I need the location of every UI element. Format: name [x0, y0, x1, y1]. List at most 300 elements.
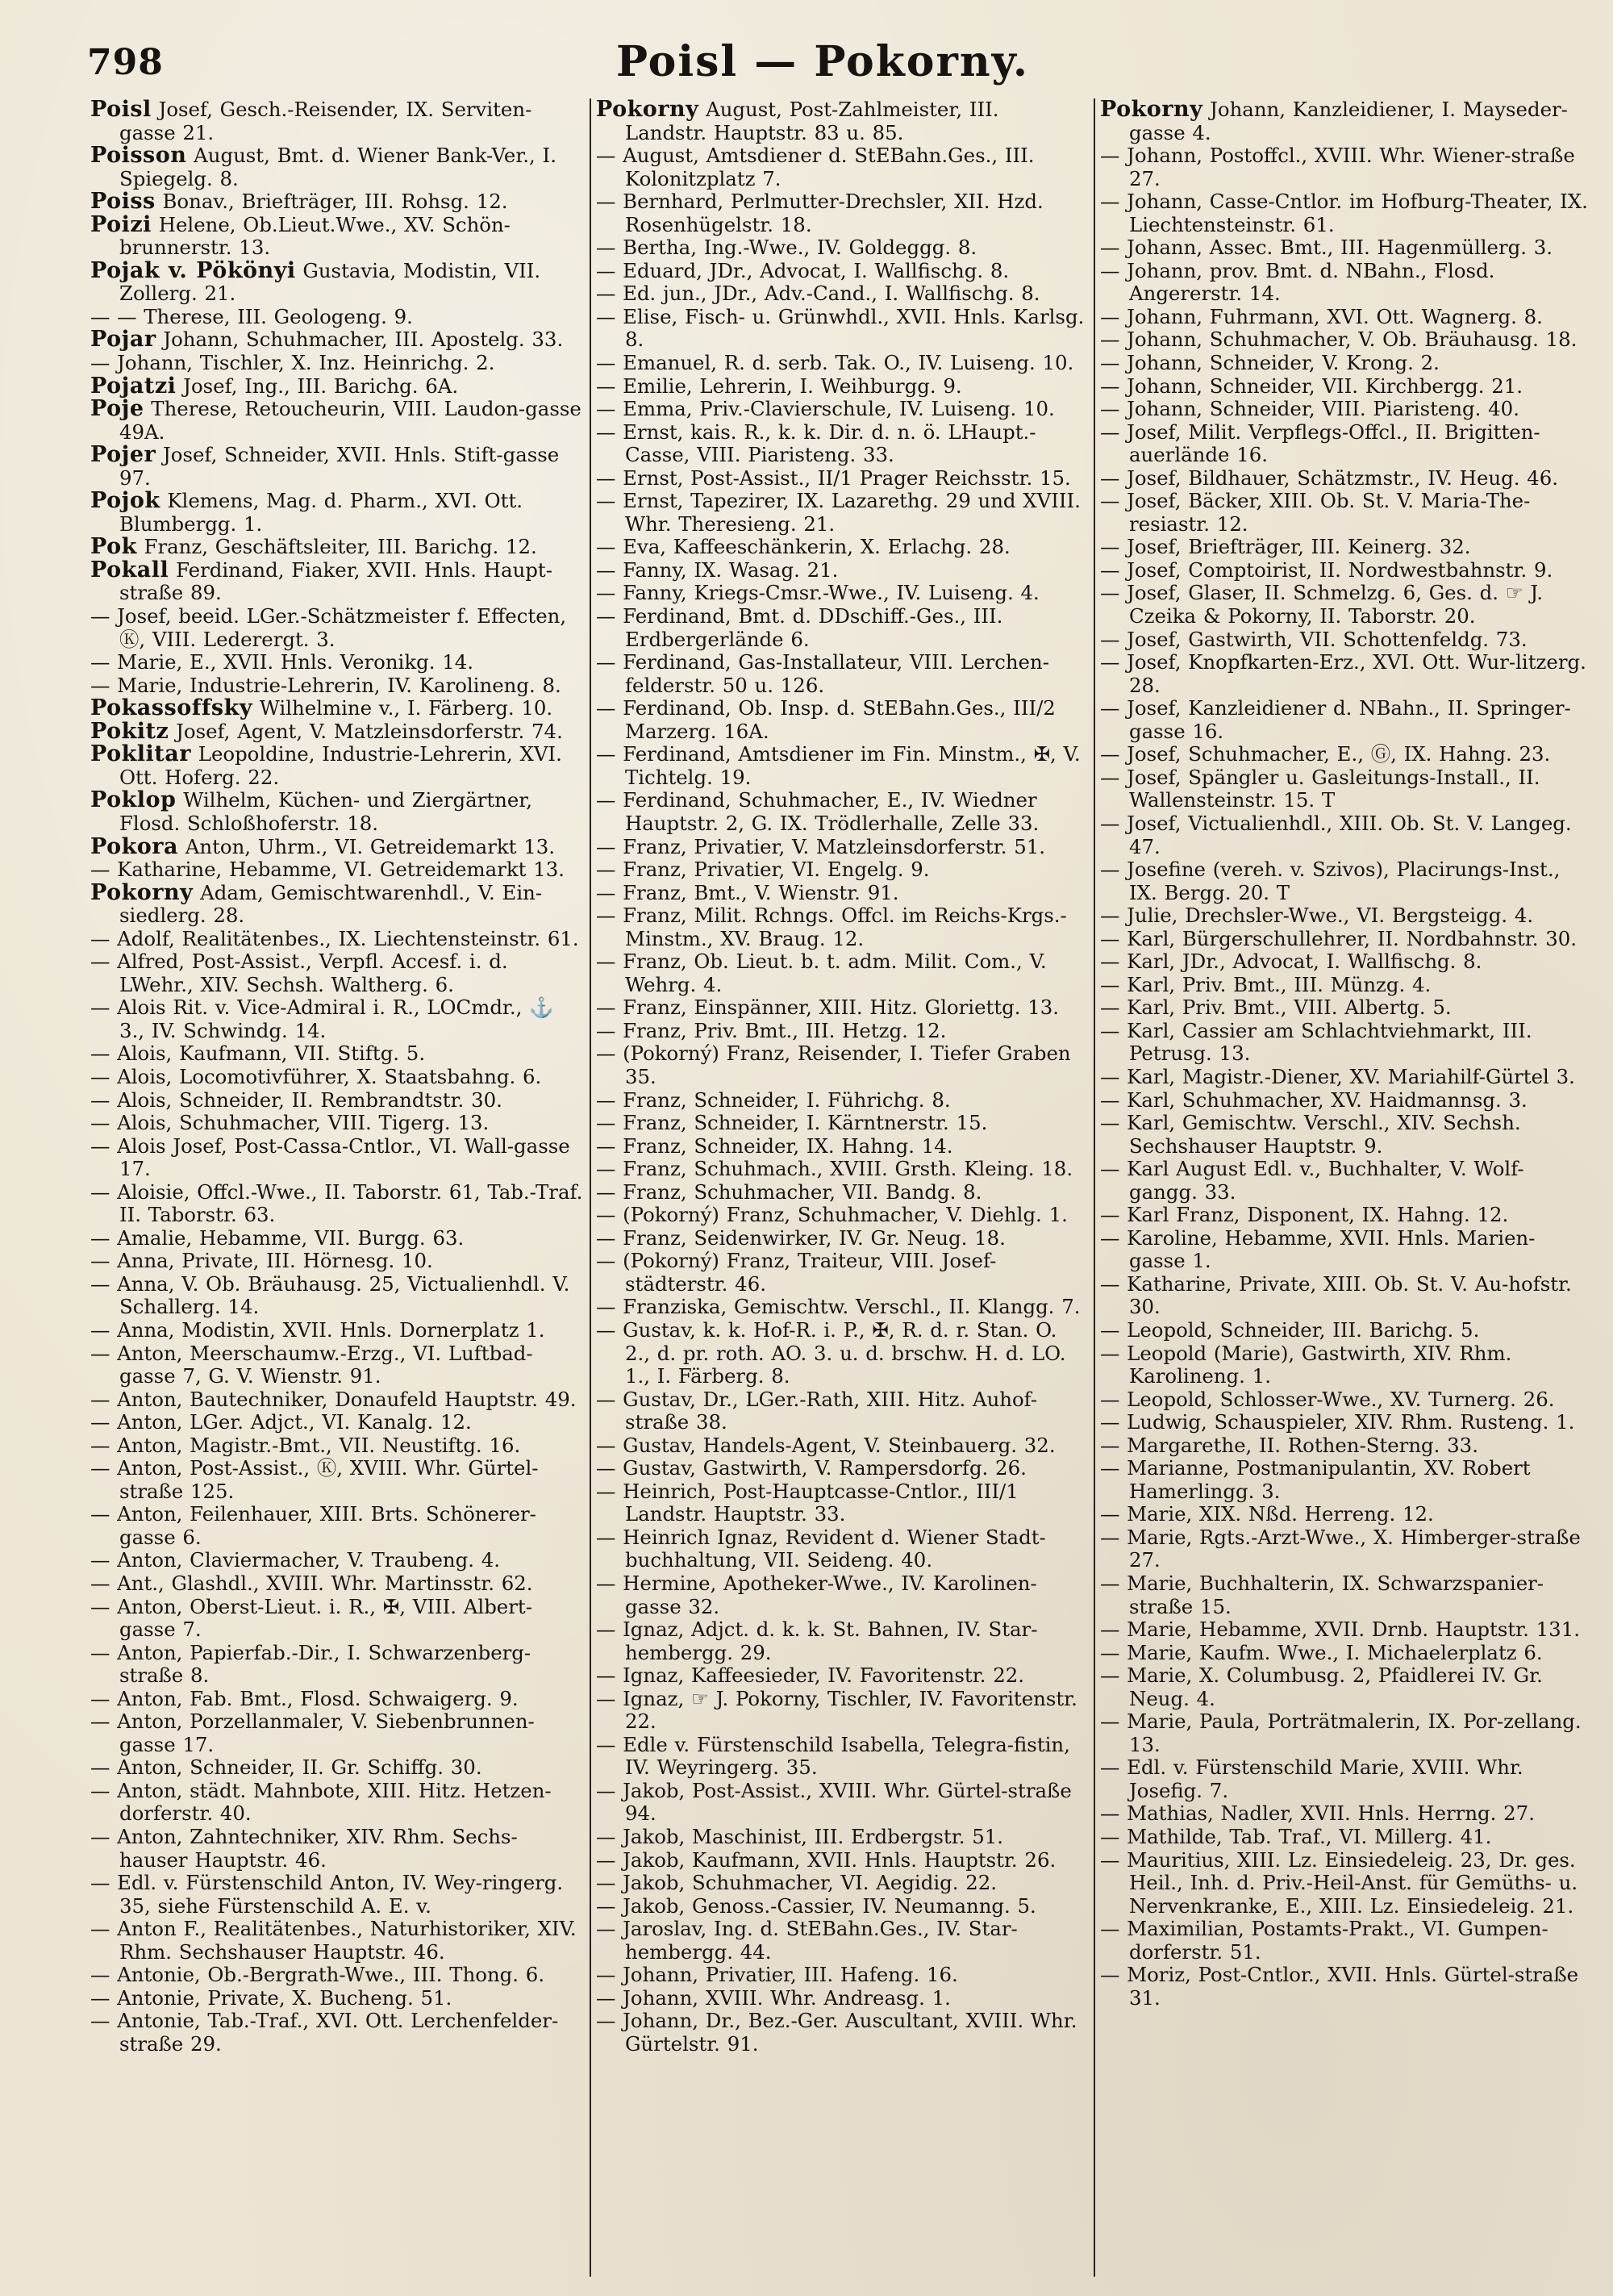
directory-entry: [596, 1964, 1087, 1987]
directory-entry: [1100, 582, 1591, 628]
directory-entry: [596, 421, 1087, 467]
entry-text: — Josef, Bildhauer, Schätzmstr., IV. Heug. 46.: [1100, 465, 1559, 490]
entry-text: — Mathias, Nadler, XVII. Hnls. Herrng. 27.: [1100, 1801, 1535, 1826]
directory-entry: [90, 1181, 583, 1227]
entry-text: — Jaroslav, Ing. d. StEBahn.Ges., IV. Star-hembergg. 44.: [596, 1917, 1018, 1964]
directory-entry: [90, 1434, 583, 1458]
directory-entry: [596, 1388, 1087, 1434]
entry-text: — Ernst, Post-Assist., II/1 Prager Reichsstr. 15.: [596, 465, 1071, 490]
directory-entry: [90, 1780, 583, 1826]
directory-entry: [90, 2010, 583, 2056]
directory-entry: [1100, 651, 1591, 697]
entry-text: — Karl, Bürgerschullehrer, II. Nordbahnstr. 30.: [1100, 926, 1578, 950]
entry-text: — Ed. jun., JDr., Adv.-Cand., I. Wallfischg. 8.: [596, 282, 1040, 306]
entry-text: — Marie, XIX. Nßd. Herreng. 12.: [1100, 1502, 1434, 1526]
directory-entry: [596, 1826, 1087, 1849]
entry-text: — Marie, Hebamme, XVII. Drnb. Hauptstr. 131.: [1100, 1618, 1580, 1642]
directory-entry: [90, 1388, 583, 1412]
entry-text: — Franz, Schneider, I. Führichg. 8.: [596, 1087, 951, 1112]
directory-entry: [1100, 766, 1591, 812]
entry-text: — Anton F., Realitätenbes., Naturhistoriker, XIV. Rhm. Sechshauser Hauptstr. 46.: [90, 1917, 577, 1964]
directory-entry: [1100, 1964, 1591, 2010]
entry-headword: Pojer: [90, 442, 156, 468]
entry-text: — Josef, beeid. LGer.-Schätzmeister f. Effecten, Ⓚ, VIII. Lederergt. 3.: [90, 604, 567, 651]
entry-text: — Ludwig, Schauspieler, XIV. Rhm. Rusteng. 1.: [1100, 1410, 1575, 1434]
entry-text: — Josef, Spängler u. Gasleitungs-Install., II. Wallensteinstr. 15. T: [1100, 765, 1540, 812]
directory-entry: [1100, 1020, 1591, 1066]
directory-entry: [596, 950, 1087, 996]
entry-text: — Bernhard, Perlmutter-Drechsler, XII. Hzd. Rosenhügelstr. 18.: [596, 190, 1044, 236]
directory-entry: [90, 144, 583, 190]
directory-entry: [90, 950, 583, 996]
directory-entry: [1100, 1434, 1591, 1458]
entry-text: — Marie, Rgts.-Arzt-Wwe., X. Himberger-straße 27.: [1100, 1525, 1581, 1572]
entry-text: — Ernst, Tapezirer, IX. Lazarethg. 29 und XVIII. Whr. Theresieng. 21.: [596, 489, 1081, 536]
entry-headword: Pojak v. Pökönyi: [90, 257, 296, 283]
entry-text: — Johann, Casse-Cntlor. im Hofburg-Theater, IX. Liechtensteinstr. 61.: [1100, 190, 1588, 236]
entry-text: — Karl, JDr., Advocat, I. Wallfischg. 8.: [1100, 950, 1482, 974]
directory-entry: [90, 789, 583, 835]
directory-entry: [596, 1020, 1087, 1043]
entry-text: — Josefine (vereh. v. Szivos), Placirungs-Inst., IX. Bergg. 20. T: [1100, 858, 1561, 904]
directory-entry: [596, 1158, 1087, 1181]
entry-headword: Pokitz: [90, 718, 169, 744]
entry-text: — Gustav, Handels-Agent, V. Steinbauerg. 32.: [596, 1433, 1056, 1457]
entry-headword: Pojatzi: [90, 373, 177, 399]
entry-text: — Marie, X. Columbusg. 2, Pfaidlerei IV. Gr. Neug. 4.: [1100, 1664, 1543, 1710]
entry-text: — Johann, Schneider, V. Krong. 2.: [1100, 351, 1440, 375]
directory-entry: [1100, 1089, 1591, 1113]
entry-text: — Gustav, k. k. Hof-R. i. P., ✠, R. d. r. Stan. O. 2., d. pr. roth. AO. 3. u. d. brschw. H. d. LO. 1., I. Färberg. 8.: [596, 1317, 1066, 1388]
entry-text: — Josef, Glaser, II. Schmelzg. 6, Ges. d. ☞ J. Czeika & Pokorny, II. Taborstr. 20.: [1100, 581, 1544, 628]
directory-entry: [596, 2010, 1087, 2056]
entry-headword: Poiss: [90, 189, 156, 215]
entry-text: Klemens, Mag. d. Pharm., XVI. Ott. Blumbergg. 1.: [119, 489, 523, 536]
directory-entry: [1100, 1457, 1591, 1503]
entry-text: — Anton, Porzellanmaler, V. Siebenbrunnen-gasse 17.: [90, 1709, 535, 1756]
directory-entry: [90, 1503, 583, 1549]
directory-entry: [596, 697, 1087, 743]
directory-entry: [596, 1227, 1087, 1250]
entry-text: — Anton, städt. Mahnbote, XIII. Hitz. Hetzen-dorferstr. 40.: [90, 1778, 552, 1826]
page-number: 798: [87, 42, 164, 83]
directory-entry: [1100, 1802, 1591, 1826]
directory-entry: [1100, 398, 1591, 421]
entry-headword: Pokorny: [1100, 98, 1203, 122]
running-title: Poisl — Pokorny.: [615, 37, 1030, 86]
directory-entry: [90, 858, 583, 882]
entry-text: — Marianne, Postmanipulantin, XV. Robert Hamerlingg. 3.: [1100, 1456, 1531, 1503]
directory-entry: [1100, 1112, 1591, 1158]
entry-text: — Eva, Kaffeeschänkerin, X. Erlachg. 28.: [596, 535, 1011, 559]
entry-text: — Fanny, Kriegs-Cmsr.-Wwe., IV. Luiseng. 4.: [596, 581, 1040, 605]
directory-entry: [90, 375, 583, 399]
directory-entry: [596, 1688, 1087, 1734]
directory-entry: [90, 996, 583, 1042]
directory-entry: [90, 1964, 583, 1987]
entry-text: Josef, Agent, V. Matzleinsdorferstr. 74.: [169, 719, 563, 743]
entry-text: — Marie, E., XVII. Hnls. Veronikg. 14.: [90, 650, 474, 674]
directory-entry: [1100, 950, 1591, 974]
directory-entry: [596, 1250, 1087, 1296]
column-left: [85, 98, 590, 2277]
entry-text: — Alois, Schneider, II. Rembrandtstr. 30.: [90, 1087, 502, 1112]
directory-entry: [596, 605, 1087, 651]
entry-text: Helene, Ob.Lieut.Wwe., XV. Schön-brunnerstr. 13.: [119, 212, 511, 260]
directory-entry: [1100, 1273, 1591, 1319]
directory-entry: [90, 306, 583, 329]
entry-text: — Margarethe, II. Rothen-Sterng. 33.: [1100, 1433, 1478, 1457]
directory-entry: [596, 98, 1087, 144]
directory-entry: [90, 490, 583, 536]
directory-entry: [90, 1089, 583, 1113]
entry-text: — Johann, Schuhmacher, V. Ob. Bräuhausg. 18.: [1100, 328, 1578, 352]
entry-text: — Anton, Oberst-Lieut. i. R., ✠, VIII. Albert-gasse 7.: [90, 1594, 532, 1642]
directory-entry: [1100, 1342, 1591, 1388]
directory-entry: [90, 257, 583, 306]
entry-text: — Marie, Buchhalterin, IX. Schwarzspanier-straße 15.: [1100, 1572, 1544, 1618]
directory-entry: [1100, 1319, 1591, 1342]
directory-entry: [596, 490, 1087, 536]
directory-entry: [1100, 1918, 1591, 1964]
entry-text: — Ignaz, Adjct. d. k. k. St. Bahnen, IV. Star-hembergg. 29.: [596, 1618, 1038, 1664]
entry-text: — (Pokorný) Franz, Schuhmacher, V. Diehlg. 1.: [596, 1203, 1068, 1227]
directory-entry: [1100, 996, 1591, 1020]
entry-text: — Mathilde, Tab. Traf., VI. Millerg. 41.: [1100, 1825, 1492, 1849]
entry-text: — Leopold, Schlosser-Wwe., XV. Turnerg. 26.: [1100, 1387, 1555, 1411]
directory-entry: [596, 789, 1087, 835]
directory-entry: [1100, 1411, 1591, 1434]
entry-headword: Pok: [90, 534, 137, 560]
entry-text: — Anna, Private, III. Hörnesg. 10.: [90, 1249, 433, 1273]
directory-entry: [1100, 559, 1591, 582]
directory-entry: [90, 697, 583, 720]
entry-text: — Emilie, Lehrerin, I. Weihburgg. 9.: [596, 374, 962, 398]
directory-entry: [596, 1181, 1087, 1204]
directory-entry: [596, 190, 1087, 236]
directory-entry: [90, 1826, 583, 1872]
entry-text: — Alfred, Post-Assist., Verpfl. Accesf. i. d. LWehr., XIV. Sechsh. Waltherg. 6.: [90, 950, 508, 996]
directory-entry: [596, 1042, 1087, 1088]
directory-entry: [596, 1112, 1087, 1135]
directory-entry: [596, 144, 1087, 190]
entry-text: — Leopold (Marie), Gastwirth, XIV. Rhm. Karolineng. 1.: [1100, 1341, 1512, 1388]
directory-entry: [90, 720, 583, 744]
entry-text: — Ferdinand, Amtsdiener im Fin. Minstm., ✠, V. Tichtelg. 19.: [596, 742, 1081, 789]
entry-headword: Pokassoffsky: [90, 695, 253, 721]
directory-entry: [1100, 812, 1591, 858]
entry-text: — Alois, Kaufmann, VII. Stiftg. 5.: [90, 1042, 426, 1066]
directory-entry: [1100, 904, 1591, 928]
entry-text: — Johann, Tischler, X. Inz. Heinrichg. 2.: [90, 351, 495, 375]
entry-text: Wilhelm, Küchen- und Ziergärtner, Flosd. Schloßhoferstr. 18.: [119, 788, 533, 835]
directory-entry: [90, 928, 583, 951]
entry-text: — Jakob, Post-Assist., XVIII. Whr. Gürtel-straße 94.: [596, 1778, 1072, 1826]
directory-entry: [1100, 536, 1591, 559]
entry-text: Ferdinand, Fiaker, XVII. Hnls. Haupt-straße 89.: [119, 557, 552, 605]
entry-text: — Karoline, Hebamme, XVII. Hnls. Marien-gasse 1.: [1100, 1225, 1536, 1273]
directory-entry: [596, 1895, 1087, 1918]
directory-entry: [90, 190, 583, 214]
entry-text: — Franz, Seidenwirker, IV. Gr. Neug. 18.: [596, 1225, 1006, 1250]
directory-entry: [90, 1987, 583, 2010]
directory-entry: [90, 1319, 583, 1342]
entry-headword: Poisl: [90, 98, 152, 122]
column-right: [1094, 98, 1598, 2277]
entry-text: — Elise, Fisch- u. Grünwhdl., XVII. Hnls. Karlsg. 8.: [596, 304, 1085, 352]
directory-entry: [1100, 260, 1591, 306]
entry-text: — Franz, Privatier, VI. Engelg. 9.: [596, 858, 930, 882]
entry-text: — Gustav, Gastwirth, V. Rampersdorfg. 26.: [596, 1456, 1027, 1480]
directory-entry: [1100, 144, 1591, 190]
entry-text: — Josef, Comptoirist, II. Nordwestbahnstr. 9.: [1100, 557, 1553, 582]
directory-entry: [596, 1987, 1087, 2010]
entry-text: — Anton, Schneider, II. Gr. Schiffg. 30.: [90, 1755, 482, 1780]
page-header: [81, 31, 1565, 103]
entry-text: — Eduard, JDr., Advocat, I. Wallfischg. 8.: [596, 258, 1010, 282]
directory-entry: [596, 375, 1087, 399]
entry-text: — Anna, Modistin, XVII. Hnls. Dornerplatz 1.: [90, 1317, 545, 1342]
directory-entry: [90, 398, 583, 444]
directory-entry: [90, 444, 583, 490]
directory-entry: [596, 904, 1087, 950]
directory-entry: [90, 328, 583, 352]
directory-entry: [1100, 1710, 1591, 1756]
entry-text: — Johann, Privatier, III. Hafeng. 16.: [596, 1963, 958, 1987]
directory-entry: [1100, 1227, 1591, 1273]
directory-entry: [1100, 928, 1591, 951]
entry-text: — Karl, Schuhmacher, XV. Haidmannsg. 3.: [1100, 1087, 1528, 1112]
entry-text: — Alois Josef, Post-Cassa-Cntlor., VI. Wall-gasse 17.: [90, 1133, 570, 1181]
entry-text: — Karl, Cassier am Schlachtviehmarkt, III. Petrusg. 13.: [1100, 1018, 1532, 1066]
directory-entry: [90, 1342, 583, 1388]
entry-text: Johann, Schuhmacher, III. Apostelg. 33.: [156, 328, 564, 352]
directory-entry: [90, 1066, 583, 1089]
directory-entry: [596, 651, 1087, 697]
entry-text: Wilhelmine v., I. Färberg. 10.: [252, 696, 553, 720]
entry-headword: Pokorny: [90, 879, 194, 905]
entry-text: — Anna, V. Ob. Bräuhausg. 25, Victualienhdl. V. Schallerg. 14.: [90, 1271, 570, 1319]
entry-text: — Ignaz, Kaffeesieder, IV. Favoritenstr. 22.: [596, 1664, 1025, 1688]
entry-text: — Alois, Schuhmacher, VIII. Tigerg. 13.: [90, 1111, 490, 1135]
entry-text: — Hermine, Apotheker-Wwe., IV. Karolinen-gasse 32.: [596, 1572, 1037, 1618]
directory-entry: [596, 1319, 1087, 1388]
entry-text: — Karl Franz, Disponent, IX. Hahng. 12.: [1100, 1203, 1509, 1227]
entry-text: — Fanny, IX. Wasag. 21.: [596, 557, 839, 582]
entry-text: — — Therese, III. Geologeng. 9.: [90, 304, 413, 328]
entry-headword: Pokall: [90, 557, 169, 582]
entry-text: — Jakob, Kaufmann, XVII. Hnls. Hauptstr. 26.: [596, 1847, 1057, 1872]
entry-text: — Josef, Gastwirth, VII. Schottenfeldg. 73.: [1100, 627, 1528, 651]
directory-entry: [90, 1642, 583, 1688]
directory-entry: [596, 1734, 1087, 1780]
entry-text: — Ferdinand, Schuhmacher, E., IV. Wiedner Hauptstr. 2, G. IX. Trödlerhalle, Zelle 33.: [596, 788, 1040, 835]
directory-entry: [90, 1596, 583, 1642]
entry-text: — Johann, Postoffcl., XVIII. Whr. Wiener-straße 27.: [1100, 144, 1575, 190]
directory-entry: [596, 559, 1087, 582]
entry-text: Josef, Schneider, XVII. Hnls. Stift-gasse 97.: [119, 443, 560, 490]
entry-text: Therese, Retoucheurin, VIII. Laudon-gasse 49A.: [119, 397, 581, 444]
directory-entry: [1100, 467, 1591, 491]
directory-entry: [596, 1204, 1087, 1227]
directory-entry: [90, 1042, 583, 1066]
entry-text: — Josef, Briefträger, III. Keinerg. 32.: [1100, 535, 1471, 559]
entry-text: Franz, Geschäftsleiter, III. Barichg. 12.: [136, 535, 537, 559]
directory-entry: [1100, 490, 1591, 536]
entry-text: — Mauritius, XIII. Lz. Einsiedeleig. 23, Dr. ges. Heil., Inh. d. Priv.-Heil-Anst. für Gemüths- u. Nervenkranke, E., XIII. Lz. Einsiedeleig. 21.: [1100, 1847, 1578, 1918]
entry-text: — Ernst, kais. R., k. k. Dir. d. n. ö. LHaupt.-Casse, VIII. Piaristeng. 33.: [596, 420, 1036, 467]
entry-text: — Heinrich Ignaz, Revident d. Wiener Stadt-buchhaltung, VII. Seideng. 40.: [596, 1525, 1046, 1572]
directory-entry: [596, 398, 1087, 421]
entry-text: — Josef, Schuhmacher, E., Ⓖ, IX. Hahng. 23.: [1100, 742, 1551, 766]
entry-text: — Franz, Schuhmacher, VII. Bandg. 8.: [596, 1179, 982, 1204]
entry-text: — Anton, Claviermacher, V. Traubeng. 4.: [90, 1548, 500, 1572]
entry-text: — Anton, Papierfab.-Dir., I. Schwarzenberg-straße 8.: [90, 1640, 531, 1688]
entry-text: — Ignaz, ☞ J. Pokorny, Tischler, IV. Favoritenstr. 22.: [596, 1686, 1077, 1734]
directory-entry: [90, 98, 583, 144]
directory-entry: [1100, 190, 1591, 236]
entry-text: — Antonie, Tab.-Traf., XVI. Ott. Lerchenfelder-straße 29.: [90, 2009, 559, 2056]
directory-entry: [596, 352, 1087, 375]
entry-text: — Jakob, Schuhmacher, VI. Aegidig. 22.: [596, 1871, 998, 1895]
entry-text: — Anton, LGer. Adjct., VI. Kanalg. 12.: [90, 1410, 472, 1434]
entry-text: — Anton, Zahntechniker, XIV. Rhm. Sechs-hauser Hauptstr. 46.: [90, 1825, 518, 1872]
entry-text: — Karl, Priv. Bmt., VIII. Albertg. 5.: [1100, 996, 1452, 1020]
directory-entry: [596, 996, 1087, 1020]
directory-entry: [90, 651, 583, 674]
entry-text: — Julie, Drechsler-Wwe., VI. Bergsteigg. 4.: [1100, 904, 1534, 928]
entry-text: — Katharine, Hebamme, VI. Getreidemarkt 13.: [90, 858, 565, 882]
entry-text: — Aloisie, Offcl.-Wwe., II. Taborstr. 61, Tab.-Traf. II. Taborstr. 63.: [90, 1179, 583, 1227]
entry-text: — Emma, Priv.-Clavierschule, IV. Luiseng. 10.: [596, 397, 1055, 421]
entry-text: — Anton, Magistr.-Bmt., VII. Neustiftg. 16.: [90, 1433, 521, 1457]
entry-text: Bonav., Briefträger, III. Rohsg. 12.: [155, 190, 508, 214]
directory-entry: [1100, 1503, 1591, 1526]
entry-text: — Marie, Kaufm. Wwe., I. Michaelerplatz 6.: [1100, 1640, 1543, 1664]
entry-text: — Antonie, Private, X. Bucheng. 51.: [90, 1985, 452, 2010]
directory-entry: [1100, 421, 1591, 467]
directory-entry: [596, 536, 1087, 559]
directory-entry: [90, 1756, 583, 1780]
directory-entry: [1100, 1642, 1591, 1665]
directory-entry: [596, 858, 1087, 882]
entry-text: — Anton, Fab. Bmt., Flosd. Schwaigerg. 9.: [90, 1686, 519, 1710]
entry-text: — Marie, Paula, Porträtmalerin, IX. Por-zellang. 13.: [1100, 1709, 1582, 1756]
directory-entry: [596, 1918, 1087, 1964]
directory-entry: [1100, 236, 1591, 260]
directory-entry: [90, 1572, 583, 1596]
directory-entry: [1100, 1158, 1591, 1204]
directory-entry: [90, 674, 583, 698]
directory-entry: [90, 1457, 583, 1503]
directory-entry: [1100, 375, 1591, 399]
column-middle: [590, 98, 1094, 2277]
entry-text: — Franz, Schneider, I. Kärntnerstr. 15.: [596, 1111, 988, 1135]
directory-entry: [1100, 352, 1591, 375]
entry-text: — Anton, Bautechniker, Donaufeld Hauptstr. 49.: [90, 1387, 577, 1411]
entry-text: — Antonie, Ob.-Bergrath-Wwe., III. Thong. 6.: [90, 1963, 545, 1987]
directory-entry: [1100, 858, 1591, 904]
entry-text: — Gustav, Dr., LGer.-Rath, XIII. Hitz. Auhof-straße 38.: [596, 1387, 1038, 1434]
entry-text: Gustavia, Modistin, VII. Zollerg. 21.: [119, 258, 541, 306]
entry-text: — Anton, Meerschaumw.-Erzg., VI. Luftbad-gasse 7, G. V. Wienstr. 91.: [90, 1341, 533, 1388]
directory-entry: [90, 1250, 583, 1273]
entry-text: — Johann, Schneider, VII. Kirchbergg. 21.: [1100, 374, 1523, 398]
directory-entry: [1100, 1066, 1591, 1089]
entry-text: August, Bmt. d. Wiener Bank-Ver., I. Spiegelg. 8.: [119, 144, 556, 190]
directory-entry: [1100, 1618, 1591, 1642]
entry-text: — Maximilian, Postamts-Prakt., VI. Gumpen-dorferstr. 51.: [1100, 1917, 1548, 1964]
directory-entry: [90, 211, 583, 260]
entry-text: — (Pokorný) Franz, Traiteur, VIII. Josef-städterstr. 46.: [596, 1249, 997, 1296]
directory-entry: [90, 879, 583, 928]
directory-entry: [596, 1457, 1087, 1480]
directory-entry: [1100, 1849, 1591, 1918]
entry-text: — Moriz, Post-Cntlor., XVII. Hnls. Gürtel-straße 31.: [1100, 1963, 1579, 2010]
directory-entry: [596, 1664, 1087, 1688]
directory-entry: [596, 1296, 1087, 1319]
directory-entry: [1100, 1204, 1591, 1227]
directory-entry: [90, 605, 583, 651]
entry-text: — Franz, Ob. Lieut. b. t. adm. Milit. Com., V. Wehrg. 4.: [596, 950, 1047, 996]
entry-text: Leopoldine, Industrie-Lehrerin, XVI. Ott. Hoferg. 22.: [119, 742, 562, 789]
entry-text: — Johann, Schneider, VIII. Piaristeng. 40.: [1100, 397, 1519, 421]
entry-text: — Johann, XVIII. Whr. Andreasg. 1.: [596, 1985, 951, 2010]
entry-text: — August, Amtsdiener d. StEBahn.Ges., III. Kolonitzplatz 7.: [596, 144, 1035, 190]
directory-entry: [1100, 306, 1591, 329]
directory-entry: [1100, 98, 1591, 144]
entry-text: August, Post-Zahlmeister, III. Landstr. Hauptstr. 83 u. 85.: [625, 98, 999, 144]
directory-entry: [90, 536, 583, 559]
directory-entry: [90, 1112, 583, 1135]
directory-entry: [596, 1526, 1087, 1572]
directory-entry: [1100, 1388, 1591, 1412]
directory-entry: [90, 1918, 583, 1964]
directory-entry: [596, 1135, 1087, 1158]
entry-headword: Pojar: [90, 327, 156, 353]
directory-entry: [596, 1780, 1087, 1826]
directory-entry: [90, 743, 583, 789]
directory-entry: [90, 1273, 583, 1319]
entry-text: — Amalie, Hebamme, VII. Burgg. 63.: [90, 1225, 465, 1250]
directory-entry: [596, 236, 1087, 260]
entry-text: — Ferdinand, Bmt. d. DDschiff.-Ges., III. Erdbergerlände 6.: [596, 604, 1003, 651]
entry-text: — Karl August Edl. v., Buchhalter, V. Wolf-gangg. 33.: [1100, 1157, 1524, 1204]
directory-entry: [596, 1480, 1087, 1526]
directory-entry: [596, 1572, 1087, 1618]
entry-text: — Karl, Gemischtw. Verschl., XIV. Sechsh. Sechshauser Hauptstr. 9.: [1100, 1111, 1521, 1158]
entry-text: — Jakob, Maschinist, III. Erdbergstr. 51.: [596, 1825, 1003, 1849]
directory-entry: [1100, 1826, 1591, 1849]
entry-text: — Katharine, Private, XIII. Ob. St. V. Au-hofstr. 30.: [1100, 1271, 1572, 1319]
entry-text: — Karl, Magistr.-Diener, XV. Mariahilf-Gürtel 3.: [1100, 1064, 1575, 1088]
entry-text: — Bertha, Ing.-Wwe., IV. Goldeggg. 8.: [596, 236, 977, 260]
entry-headword: Poklop: [90, 787, 177, 813]
directory-entry: [596, 882, 1087, 905]
directory-entry: [1100, 1664, 1591, 1710]
entry-text: Josef, Gesch.-Reisender, IX. Serviten-gasse 21.: [119, 98, 532, 144]
entry-text: — Josef, Knopfkarten-Erz., XVI. Ott. Wur-litzerg. 28.: [1100, 650, 1586, 697]
directory-entry: [596, 260, 1087, 283]
entry-text: — Leopold, Schneider, III. Barichg. 5.: [1100, 1317, 1480, 1342]
directory-entry: [1100, 1526, 1591, 1572]
entry-text: — Franz, Einspänner, XIII. Hitz. Gloriettg. 13.: [596, 996, 1060, 1020]
entry-text: — Johann, prov. Bmt. d. NBahn., Flosd. Angererstr. 14.: [1100, 258, 1495, 306]
directory-entry: [90, 1549, 583, 1572]
directory-entry: [596, 467, 1087, 491]
entry-text: — Edl. v. Fürstenschild Marie, XVIII. Whr. Josefig. 7.: [1100, 1755, 1523, 1802]
directory-entry: [1100, 328, 1591, 352]
